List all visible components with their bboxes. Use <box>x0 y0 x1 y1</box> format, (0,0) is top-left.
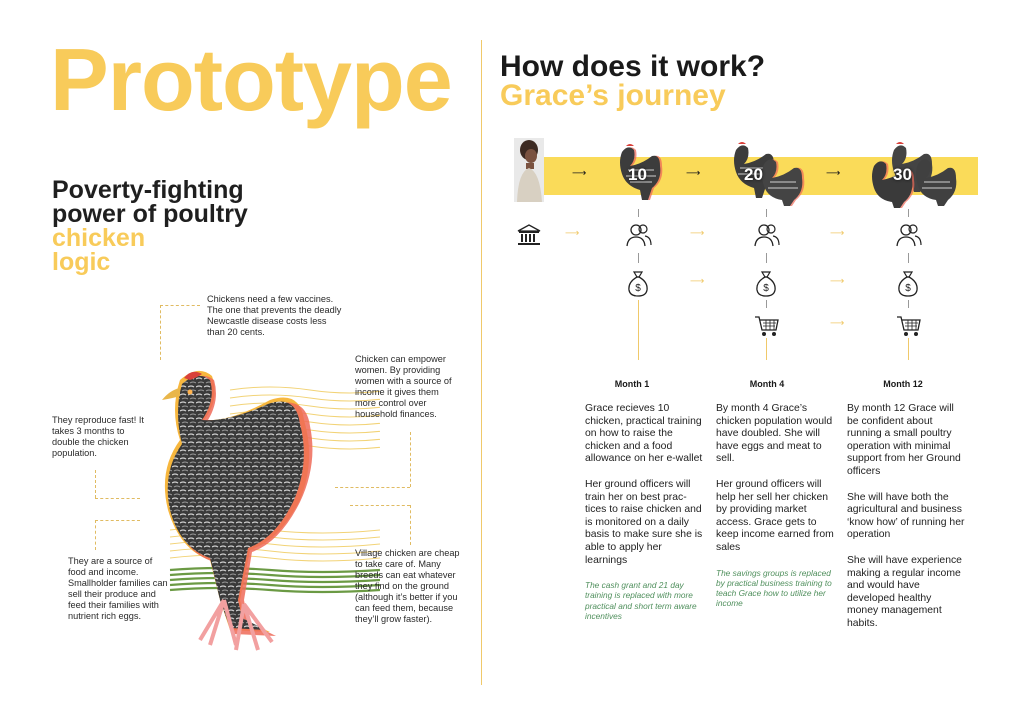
column-month-12 <box>847 403 965 644</box>
tick <box>638 209 639 217</box>
chicken-group-icon <box>866 138 962 208</box>
arrow-right-icon: ⟶ <box>690 228 705 239</box>
tick <box>766 300 767 308</box>
column-2-paragraph-1: By month 4 Grace’s chicken population would have doubled. She will have eggs and meat to sell. <box>716 403 833 465</box>
cart-icon <box>754 314 780 338</box>
column-2-note: The savings groups is replaced by practical business training to teach Grace how to utilize her income <box>716 567 832 609</box>
chicken-count-2: 20 <box>744 165 763 184</box>
svg-text:$: $ <box>763 283 769 294</box>
subtitle-line-2: power of poultry <box>52 200 248 228</box>
arrow-right-icon: ⟶ <box>830 228 845 239</box>
page-divider <box>481 40 482 685</box>
money-bag-icon <box>896 270 920 298</box>
column-1-note: The cash grant and 21 day training is replaced with more practical and short term aware incentives <box>585 580 697 621</box>
column-month-1 <box>585 403 703 634</box>
arrow-right-icon: ⟶ <box>686 168 701 179</box>
month-label-2: Month 4 <box>749 379 785 389</box>
note-empower: Chicken can empower women. By providing women with a source of income it gives them more control over household finances. <box>355 354 452 419</box>
note-reproduce: They reproduce fast! It takes 3 months to double the chicken population. <box>52 415 144 458</box>
leader-line <box>335 487 410 488</box>
people-icon <box>754 222 780 248</box>
note-vaccines: Chickens need a few vaccines. The one that prevents the deadly Newcastle disease costs less than 20 cents. <box>207 294 342 337</box>
leader-line <box>160 305 161 360</box>
column-3-paragraph-3: She will have experience making a regular income and would have developed healthy money management habits. <box>847 554 962 629</box>
arrow-right-icon: ⟶ <box>830 276 845 287</box>
column-3-paragraph-1: By month 12 Grace will be confident about running a small poultry operation with minimal support from her Ground officers <box>847 403 961 477</box>
section-heading: How does it work? <box>500 50 766 83</box>
subtitle-line-1: Poverty-fighting <box>52 176 244 204</box>
tick <box>908 209 909 217</box>
leader-line <box>410 505 411 545</box>
note-food: They are a source of food and income. Smallholder families can sell their produce and feed their families with nutrient rich eggs. <box>68 556 168 621</box>
subtitle-yellow-1: chicken <box>52 224 146 252</box>
money-bag-icon <box>754 270 778 298</box>
month-label-1: Month 1 <box>614 379 650 389</box>
leader-line <box>160 305 200 306</box>
money-bag-icon <box>626 270 650 298</box>
arrow-right-icon: ⟶ <box>565 228 580 239</box>
column-month-4 <box>716 403 834 621</box>
chicken-illustration <box>140 360 330 660</box>
month-label-3: Month 12 <box>883 379 923 389</box>
tick <box>908 253 909 263</box>
cart-icon <box>896 314 922 338</box>
page-title: Prototype <box>50 30 452 129</box>
subtitle-yellow-2: logic <box>52 248 111 276</box>
column-3-paragraph-2: She will have both the agricultural and business ‘know how’ of running her operation <box>847 491 965 541</box>
chicken-count-1: 10 <box>628 165 647 184</box>
leader-line <box>95 520 96 550</box>
tick <box>638 300 639 360</box>
bank-icon <box>516 223 542 247</box>
note-cheap: Village chicken are cheap to take care of. Many breeds can eat whatever they find on the ground (although it’s better if you can feed them, because they’ll grow faster). <box>355 548 460 624</box>
column-1-paragraph-1: Grace recieves 10 chicken, practical training on how to raise the chicken and a food allowance on her e-wallet <box>585 403 703 465</box>
svg-text:$: $ <box>635 283 641 294</box>
leader-line <box>350 505 410 506</box>
arrow-right-icon: ⟶ <box>690 276 705 287</box>
tick <box>638 253 639 263</box>
column-1-paragraph-2: Her ground officers will train her on best prac-tices to raise chicken and is monitored on a daily basis to make sure she is able to apply her learnings <box>585 478 703 566</box>
chicken-count-3: 30 <box>893 165 912 184</box>
leader-line <box>95 498 140 499</box>
leader-line <box>95 520 140 521</box>
arrow-right-icon: ⟶ <box>830 318 845 329</box>
subtitle <box>52 178 248 226</box>
subtitle-yellow <box>52 226 145 274</box>
arrow-right-icon: ⟶ <box>826 168 841 179</box>
grace-portrait <box>514 138 544 202</box>
tick <box>766 209 767 217</box>
tick <box>766 253 767 263</box>
leader-line <box>410 432 411 487</box>
people-icon <box>626 222 652 248</box>
tick <box>766 338 767 360</box>
chicken-group-icon <box>726 138 816 206</box>
section-subheading: Grace’s journey <box>500 79 726 112</box>
people-icon <box>896 222 922 248</box>
tick <box>908 300 909 308</box>
svg-text:$: $ <box>905 283 911 294</box>
arrow-right-icon: ⟶ <box>572 168 587 179</box>
column-2-paragraph-2: Her ground officers will help her sell her chicken by providing market access. Grace gets to keep income earned from sales <box>716 478 834 553</box>
tick <box>908 338 909 360</box>
leader-line <box>95 470 96 498</box>
